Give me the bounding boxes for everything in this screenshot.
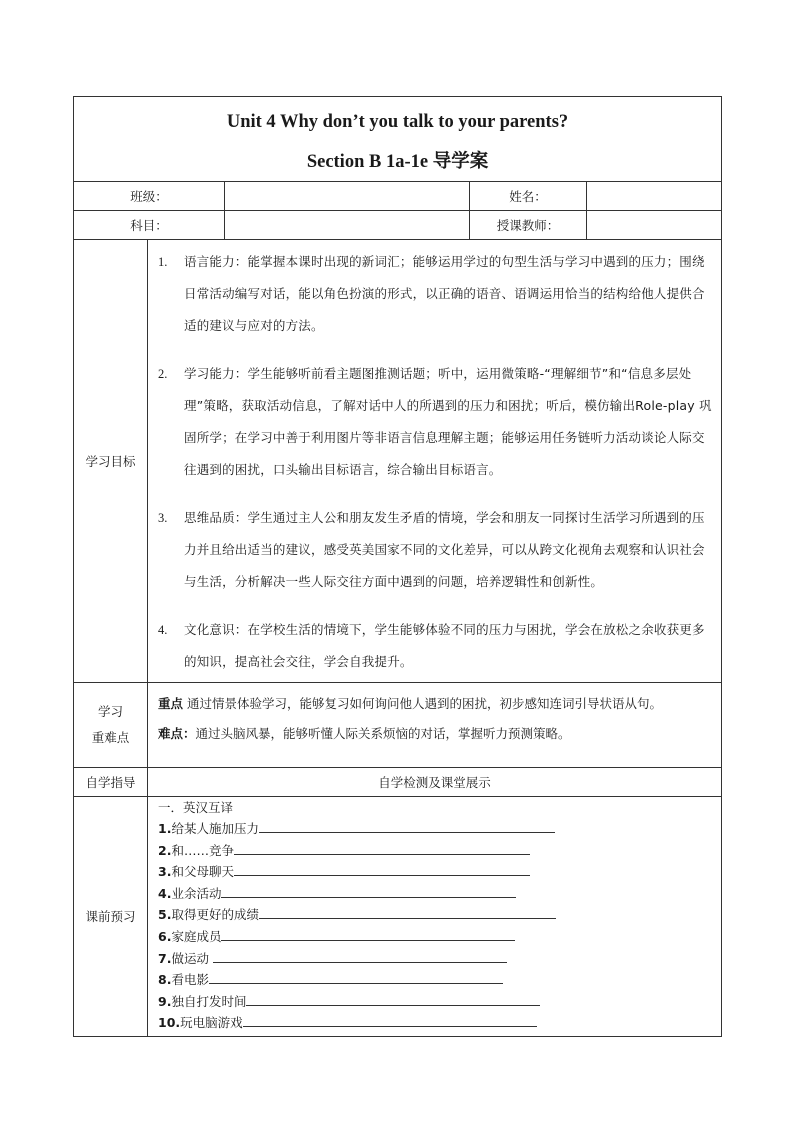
item-number: 6. (158, 928, 172, 944)
item-text: 业余活动 (171, 885, 222, 901)
difficult-point-text: 通过头脑风暴，能够听懂人际关系烦恼的对话，掌握听力预测策略。 (195, 726, 571, 741)
objective-item (158, 358, 713, 486)
item-number: 9. (158, 993, 172, 1009)
key-point (158, 689, 715, 719)
preview-item (158, 948, 715, 970)
objective-item (158, 614, 713, 678)
key-point-label: 重点 (158, 696, 184, 711)
preview-item (158, 818, 715, 840)
worksheet-table (73, 96, 722, 1037)
name-label: 姓名： (470, 182, 587, 211)
answer-line[interactable] (221, 883, 516, 898)
answer-line[interactable] (234, 861, 530, 876)
difficulties-label-line1: 学习 (97, 704, 123, 719)
answer-line[interactable] (259, 818, 555, 833)
answer-line[interactable] (209, 969, 503, 984)
item-number: 2. (158, 842, 172, 858)
objective-number: 2. (158, 367, 168, 381)
item-text: 玩电脑游戏 (180, 1015, 243, 1031)
answer-line[interactable] (213, 948, 507, 963)
item-number: 1. (158, 821, 172, 836)
answer-line[interactable] (234, 840, 530, 855)
item-number: 10. (158, 1015, 181, 1031)
item-number: 5. (158, 907, 172, 923)
objectives-content (148, 240, 722, 683)
objectives-label: 学习目标 (74, 240, 148, 683)
difficulties-label (74, 683, 148, 768)
difficult-point-label: 难点： (158, 726, 196, 741)
item-text: 独自打发时间 (171, 993, 247, 1009)
objective-number: 4. (158, 623, 168, 637)
objective-item (158, 246, 713, 342)
answer-line[interactable] (221, 926, 515, 941)
objective-text: 学习能力：学生能够听前看主题图推测话题；听中，运用微策略-“理解细节”和“信息多层处理”策略，获取活动信息，了解对话中人的所遇到的压力和困扰；听后，模仿输出Role-play 巩固所学；在学习中善于利用图片等非语言信息理解主题；能够运用任务链听力活动谈论人际交往遇到的困扰，口头输出目标语言，综合输出目标语言。 (184, 366, 712, 477)
name-field[interactable] (587, 182, 722, 211)
guide-label: 自学指导 (74, 768, 148, 797)
subject-field[interactable] (225, 211, 470, 240)
key-point-text: 通过情景体验学习，能够复习如何询问他人遇到的困扰，初步感知连词引导状语从句。 (183, 696, 662, 711)
preview-item (158, 861, 715, 883)
page-title: Unit 4 Why don’t you talk to your parents? (226, 111, 569, 132)
objective-text: 语言能力：能掌握本课时出现的新词汇；能够运用学过的句型生活与学习中遇到的压力；围绕日常活动编写对话，能以角色扮演的形式，以正确的语音、语调运用恰当的结构给他人提供合适的建议与应对的方法。 (184, 254, 705, 333)
objective-text: 文化意识：在学校生活的情境下，学生能够体验不同的压力与困扰，学会在放松之余收获更多的知识，提高社会交往，学会自我提升。 (184, 622, 705, 669)
item-text: 给某人施加压力 (171, 821, 259, 836)
preview-item (158, 991, 715, 1013)
preview-label: 课前预习 (74, 797, 148, 1037)
objective-number: 3. (158, 511, 168, 525)
item-text: 和……竞争 (171, 842, 234, 858)
preview-content (148, 797, 722, 1037)
difficult-point (158, 719, 715, 749)
objective-text: 思维品质：学生通过主人公和朋友发生矛盾的情境，学会和朋友一同探讨生活学习所遇到的压力并且给出适当的建议，感受英美国家不同的文化差异，可以从跨文化视角去观察和认识社会与生活，分析解决一些人际交往方面中遇到的问题，培养逻辑性和创新性。 (184, 510, 705, 589)
class-label: 班级： (74, 182, 225, 211)
difficulties-content (148, 683, 722, 768)
preview-item (158, 969, 715, 991)
teacher-field[interactable] (587, 211, 722, 240)
item-text: 做运动 (171, 950, 213, 966)
item-number: 8. (158, 972, 172, 988)
item-number: 3. (158, 864, 172, 880)
class-field[interactable] (225, 182, 470, 211)
worksheet (73, 96, 721, 1037)
preview-item (158, 904, 715, 926)
title-cell (74, 97, 722, 182)
page-subtitle: Section B 1a-1e 导学案 (306, 151, 489, 172)
item-number: 7. (158, 950, 172, 966)
answer-line[interactable] (246, 991, 540, 1006)
item-text: 和父母聊天 (171, 864, 234, 880)
teacher-label: 授课教师： (470, 211, 587, 240)
difficulties-label-line2: 重难点 (91, 730, 130, 745)
preview-item (158, 883, 715, 905)
answer-line[interactable] (243, 1012, 537, 1027)
objective-number: 1. (158, 255, 168, 269)
preview-item (158, 926, 715, 948)
answer-line[interactable] (259, 904, 556, 919)
item-text: 家庭成员 (171, 928, 222, 944)
item-text: 取得更好的成绩 (171, 907, 259, 923)
preview-heading: 一．英汉互译 (158, 800, 234, 815)
item-number: 4. (158, 885, 172, 901)
objective-item (158, 502, 713, 598)
subject-label: 科目： (74, 211, 225, 240)
item-text: 看电影 (171, 972, 209, 988)
guide-content: 自学检测及课堂展示 (148, 768, 722, 797)
preview-item (158, 840, 715, 862)
preview-item (158, 1012, 715, 1034)
